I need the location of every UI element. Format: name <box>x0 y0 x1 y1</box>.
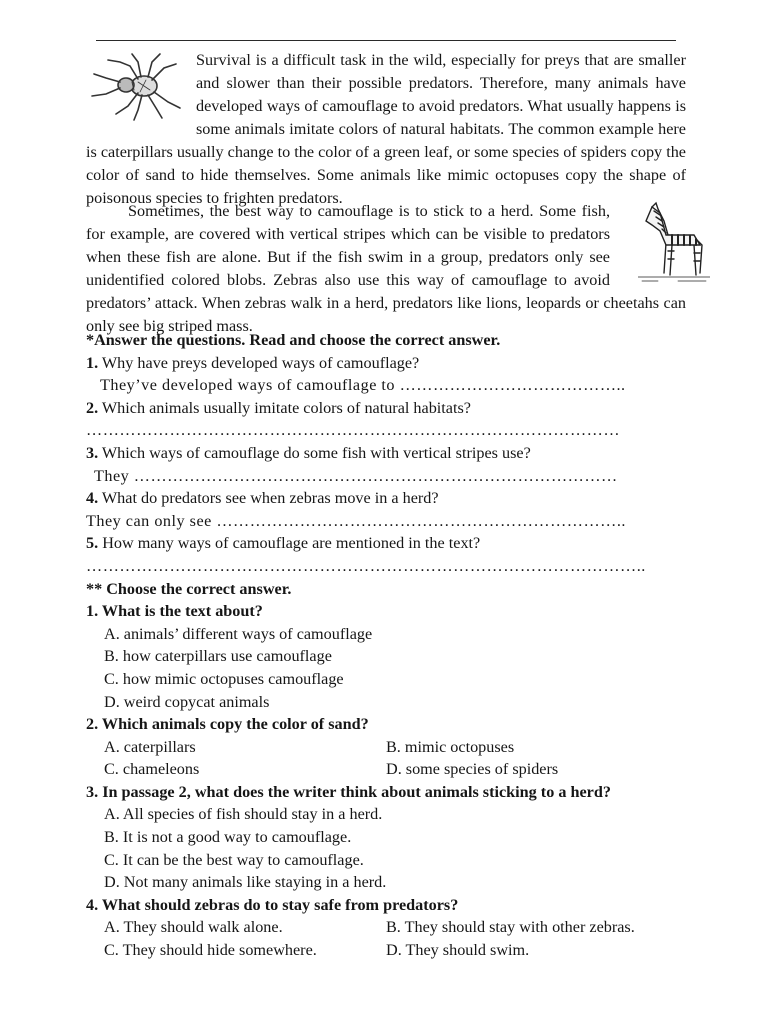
mc2-option-a[interactable]: A. caterpillars <box>104 737 196 756</box>
mc-question-1: 1. What is the text about? <box>86 602 263 621</box>
section1-heading: *Answer the questions. Read and choose the correct answer. <box>86 331 501 349</box>
answer-line-1[interactable]: They’ve developed ways of camouflage to ………………………………….. <box>100 376 626 395</box>
mc1-option-a[interactable]: A. animals’ different ways of camouflage <box>104 624 373 643</box>
mc1-option-d[interactable]: D. weird copycat animals <box>104 692 270 711</box>
answer-line-3[interactable]: They …………………………………………………………………………… <box>94 466 618 485</box>
mc3-option-a[interactable]: A. All species of fish should stay in a herd. <box>104 805 383 824</box>
mc4-option-c[interactable]: C. They should hide somewhere. <box>104 941 317 960</box>
mc3-option-b[interactable]: B. It is not a good way to camouflage. <box>104 828 352 847</box>
mc2-options-row-2 <box>86 758 666 781</box>
mc4-options-row-2 <box>86 939 666 962</box>
mc-question-4: 4. What should zebras do to stay safe from predators? <box>86 895 459 914</box>
answer-line-5[interactable]: ……………………………………………………………………………………….. <box>86 556 646 575</box>
mc-question-2: 2. Which animals copy the color of sand? <box>86 715 369 734</box>
mc2-options-row-1 <box>86 736 666 759</box>
question-2: 2. Which animals usually imitate colors of natural habitats? <box>86 398 471 417</box>
answer-line-4[interactable]: They can only see ……………………………………………………………….. <box>86 511 626 530</box>
answer-line-2[interactable]: …………………………………………………………………………………… <box>86 421 620 440</box>
mc3-option-d[interactable]: D. Not many animals like staying in a herd. <box>104 873 387 892</box>
section2-heading: ** Choose the correct answer. <box>86 579 292 598</box>
mc2-option-d[interactable]: D. some species of spiders <box>386 760 559 779</box>
question-1: 1. Why have preys developed ways of camouflage? <box>86 353 420 372</box>
mc4-option-d[interactable]: D. They should swim. <box>386 941 530 960</box>
mc4-options-row-1 <box>86 916 666 939</box>
mc4-option-b[interactable]: B. They should stay with other zebras. <box>386 918 635 937</box>
question-5: 5. How many ways of camouflage are mentioned in the text? <box>86 534 481 553</box>
passage-paragraph-1: Survival is a difficult task in the wild, especially for preys that are smaller and slower than their possible predators. Therefore, many animals have developed ways of camouflage to avoid predators. What usually happens is some animals imitate colors of natural habitats. The common example here is caterpillars usually change to the color of a green leaf, or some species of spiders copy the color of sand to hide themselves. Some animals like mimic octopuses copy the shape of poisonous species to frighten predators. <box>86 51 686 207</box>
mc1-option-b[interactable]: B. how caterpillars use camouflage <box>104 647 332 666</box>
question-3: 3. Which ways of camouflage do some fish with vertical stripes use? <box>86 443 531 462</box>
mc2-option-b[interactable]: B. mimic octopuses <box>386 737 515 756</box>
top-rule <box>96 40 676 41</box>
mc3-option-c[interactable]: C. It can be the best way to camouflage. <box>104 850 364 869</box>
mc4-option-a[interactable]: A. They should walk alone. <box>104 918 283 937</box>
mc2-option-c[interactable]: C. chameleons <box>104 760 200 779</box>
passage-paragraph-2: Sometimes, the best way to camouflage is to stick to a herd. Some fish, for example, are covered with vertical stripes which can be visible to predators when these fish are alone. But if the fish swim in a group, predators only see unidentified colored blobs. Zebras also use this way of camouflage to avoid predators’ attack. When zebras walk in a herd, predators like lions, leopards or cheetahs can only see big striped mass. <box>86 202 686 335</box>
question-4: 4. What do predators see when zebras move in a herd? <box>86 489 439 508</box>
mc-question-3: 3. In passage 2, what does the writer think about animals sticking to a herd? <box>86 782 611 801</box>
mc1-option-c[interactable]: C. how mimic octopuses camouflage <box>104 669 344 688</box>
questions-section <box>86 329 666 962</box>
